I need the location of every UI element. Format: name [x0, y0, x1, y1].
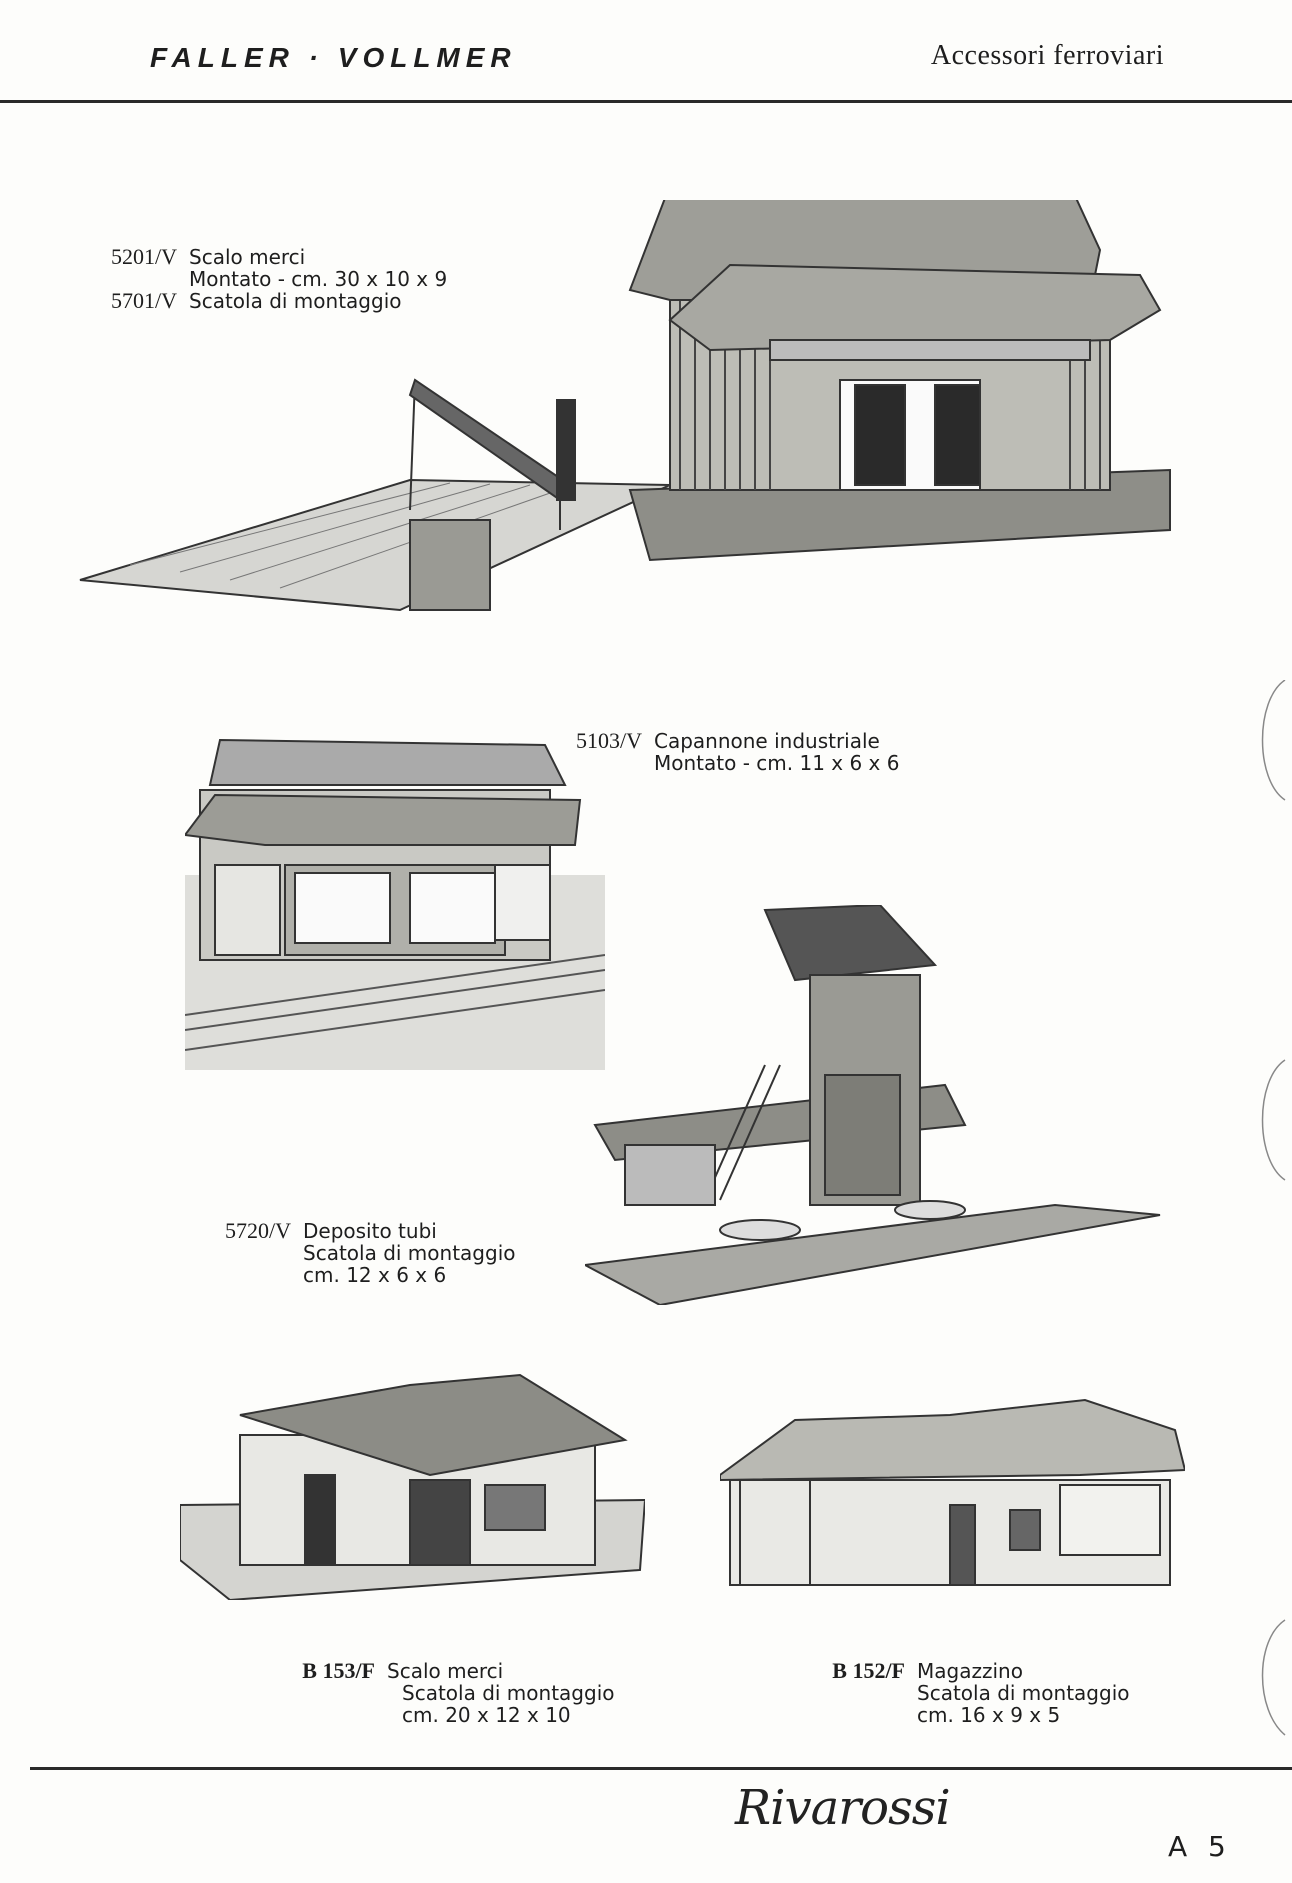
- item-text: Scatola di montaggio: [402, 1681, 615, 1705]
- item-text: Deposito tubi: [303, 1219, 437, 1243]
- warehouse-illustration: [720, 1395, 1185, 1600]
- industrial-shed-illustration: [185, 725, 605, 1070]
- page-number: A 5: [1168, 1830, 1232, 1863]
- item-text: Montato - cm. 11 x 6 x 6: [654, 751, 900, 775]
- item-code: 5201/V: [111, 244, 177, 269]
- item-text: Scalo merci: [189, 245, 306, 269]
- item-text: cm. 12 x 6 x 6: [303, 1263, 447, 1287]
- binding-marks: [1225, 680, 1292, 1740]
- section-title: Accessori ferroviari: [930, 40, 1164, 71]
- small-goods-station-illustration: [180, 1360, 645, 1600]
- item-text: Scatola di montaggio: [303, 1241, 516, 1265]
- item-text: Capannone industriale: [654, 729, 880, 753]
- brand-title: FALLER · VOLLMER: [150, 42, 517, 73]
- item-code: B 152/F: [832, 1658, 905, 1683]
- item-code: 5701/V: [111, 288, 177, 313]
- item-caption-5103: [550, 730, 899, 774]
- item-text: cm. 20 x 12 x 10: [402, 1703, 571, 1727]
- item-caption-5720: [203, 1220, 515, 1286]
- header-rule: [0, 100, 1292, 103]
- pipe-depot-illustration: [585, 905, 1165, 1305]
- footer-rule: [30, 1767, 1292, 1770]
- rivarossi-logo: Rivarossi: [735, 1780, 950, 1836]
- item-code: B 153/F: [302, 1658, 375, 1683]
- item-text: cm. 16 x 9 x 5: [917, 1703, 1061, 1727]
- item-caption-b153: [205, 1660, 614, 1726]
- item-code: 5103/V: [576, 728, 642, 753]
- item-caption-b152: [720, 1660, 1129, 1726]
- item-text: Scatola di montaggio: [917, 1681, 1130, 1705]
- item-text: Scalo merci: [387, 1659, 504, 1683]
- item-text: Montato - cm. 30 x 10 x 9: [189, 267, 448, 291]
- item-code: 5720/V: [225, 1218, 291, 1243]
- goods-shed-illustration: [70, 200, 1180, 620]
- item-text: Scatola di montaggio: [189, 289, 402, 313]
- item-text: Magazzino: [917, 1659, 1023, 1683]
